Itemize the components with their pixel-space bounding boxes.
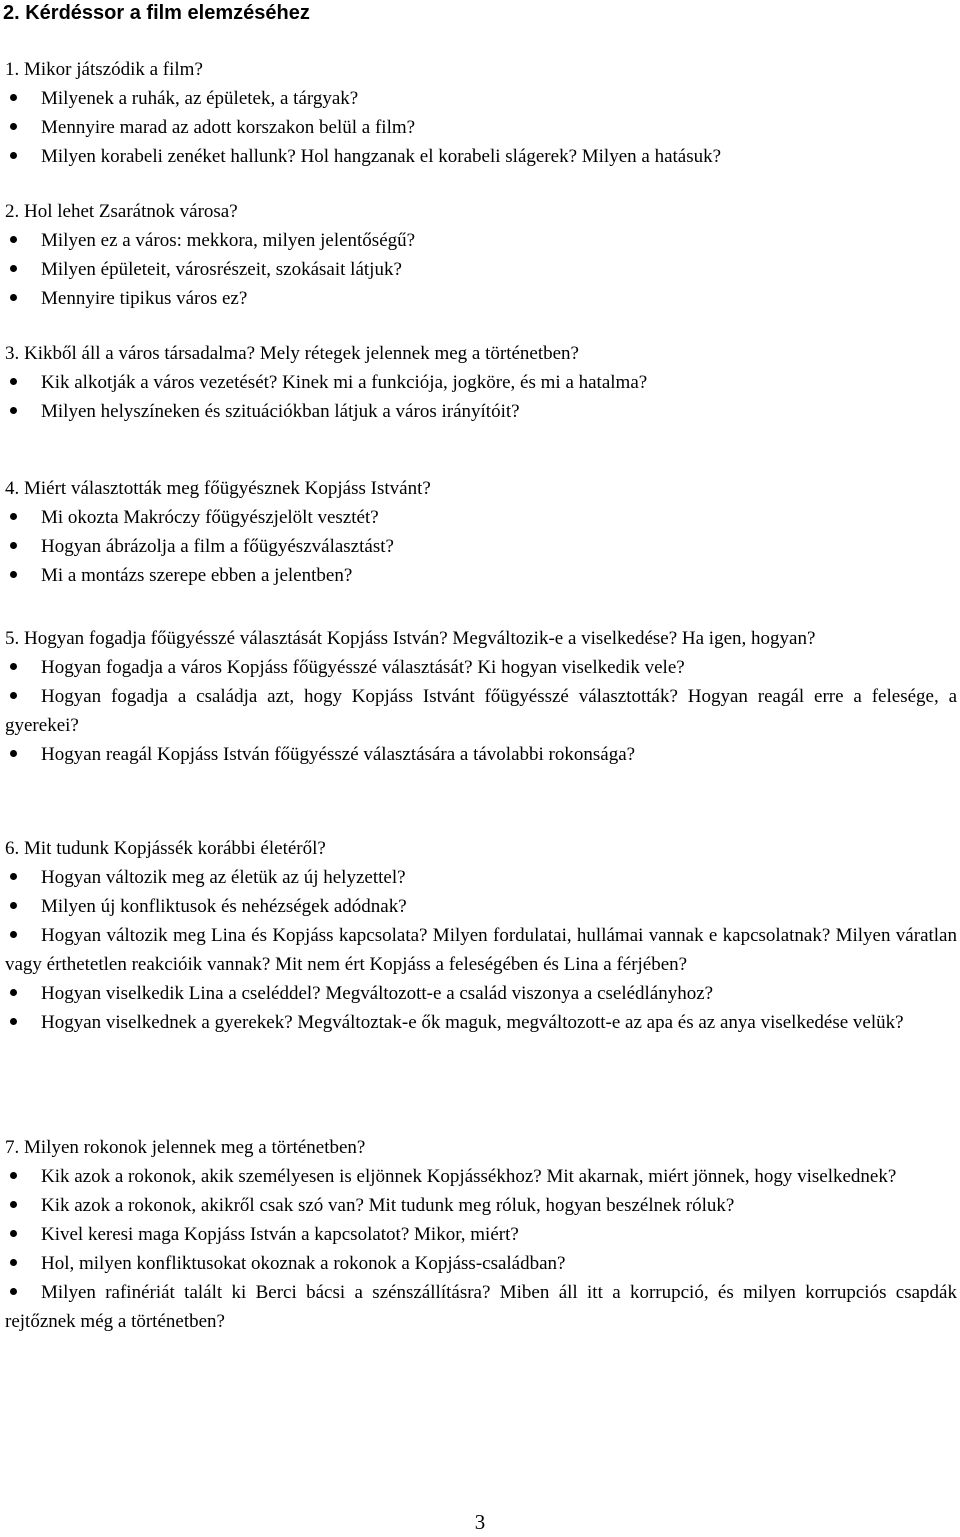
list-item <box>5 979 957 1008</box>
question-section-3 <box>5 339 957 426</box>
sub-question-list <box>5 863 957 1037</box>
list-item-text: Hogyan változik meg Lina és Kopjáss kapcsolata? Milyen fordulatai, hullámai vannak e kapcsolatnak? Milyen váratlan vagy érthetetlen reakcióik vannak? Mit nem ért Kopjáss a feleségében és Lina a férjében? <box>5 925 957 975</box>
section-question: 1. Mikor játszódik a film? <box>5 59 203 80</box>
list-item <box>5 1220 957 1249</box>
bullet-icon <box>10 152 17 159</box>
list-item <box>5 397 957 426</box>
section-question: 6. Mit tudunk Kopjássék korábbi életéről? <box>5 838 326 859</box>
list-item <box>5 84 957 113</box>
bullet-icon <box>10 94 17 101</box>
list-item-text: Hogyan viselkednek a gyerekek? Megváltoztak-e ők maguk, megváltozott-e az apa és az anya viselkedése velük? <box>41 1012 904 1033</box>
bullet-icon <box>10 378 17 385</box>
section-question: 3. Kikből áll a város társadalma? Mely rétegek jelennek meg a történetben? <box>5 343 579 364</box>
list-item-text: Mi a montázs szerepe ebben a jelentben? <box>41 565 353 586</box>
bullet-icon <box>10 873 17 880</box>
list-item <box>5 142 957 171</box>
list-item-text: Mennyire tipikus város ez? <box>41 288 248 309</box>
list-item-text: Kivel keresi maga Kopjáss István a kapcsolatot? Mikor, miért? <box>41 1224 519 1245</box>
bullet-icon <box>10 407 17 414</box>
section-question: 2. Hol lehet Zsarátnok városa? <box>5 201 238 222</box>
list-item-text: Mi okozta Makróczy főügyészjelölt vesztét? <box>41 507 379 528</box>
question-section-7 <box>5 1133 957 1336</box>
sub-question-list <box>5 503 957 590</box>
list-item <box>5 532 957 561</box>
bullet-icon <box>10 236 17 243</box>
list-item <box>5 921 957 979</box>
list-item <box>5 1249 957 1278</box>
list-item <box>5 653 957 682</box>
list-item-text: Milyenek a ruhák, az épületek, a tárgyak? <box>41 88 359 109</box>
list-item <box>5 863 957 892</box>
question-section-5 <box>5 624 957 769</box>
bullet-icon <box>10 294 17 301</box>
list-item <box>5 284 957 313</box>
bullet-icon <box>10 1201 17 1208</box>
list-item <box>5 113 957 142</box>
list-item <box>5 503 957 532</box>
list-item-text: Mennyire marad az adott korszakon belül a film? <box>41 117 416 138</box>
bullet-icon <box>10 692 17 699</box>
list-item <box>5 892 957 921</box>
sub-question-list <box>5 1162 957 1336</box>
section-question: 7. Milyen rokonok jelennek meg a történetben? <box>5 1137 366 1158</box>
sub-question-list <box>5 84 957 171</box>
sub-question-list <box>5 226 957 313</box>
list-item-text: Kik azok a rokonok, akikről csak szó van? Mit tudunk meg róluk, hogyan beszélnek róluk? <box>41 1195 735 1216</box>
list-item-text: Milyen új konfliktusok és nehézségek adódnak? <box>41 896 407 917</box>
question-section-4 <box>5 474 957 590</box>
sub-question-list <box>5 368 957 426</box>
list-item <box>5 1278 957 1336</box>
bullet-icon <box>10 902 17 909</box>
question-section-6 <box>5 834 957 1037</box>
bullet-icon <box>10 931 17 938</box>
list-item-text: Milyen ez a város: mekkora, milyen jelentőségű? <box>41 230 416 251</box>
list-item <box>5 368 957 397</box>
list-item-text: Hol, milyen konfliktusokat okoznak a rokonok a Kopjáss-családban? <box>41 1253 566 1274</box>
bullet-icon <box>10 542 17 549</box>
list-item <box>5 561 957 590</box>
bullet-icon <box>10 1018 17 1025</box>
list-item-text: Milyen épületeit, városrészeit, szokásait látjuk? <box>41 259 402 280</box>
list-item <box>5 1191 957 1220</box>
section-question: 5. Hogyan fogadja főügyésszé választását Kopjáss István? Megváltozik-e a viselkedése? Ha igen, hogyan? <box>5 628 816 649</box>
list-item-text: Kik alkotják a város vezetését? Kinek mi a funkciója, jogköre, és mi a hatalma? <box>41 372 648 393</box>
list-item-text: Hogyan fogadja a város Kopjáss főügyésszé választását? Ki hogyan viselkedik vele? <box>41 657 685 678</box>
bullet-icon <box>10 123 17 130</box>
list-item <box>5 255 957 284</box>
list-item-text: Hogyan fogadja a családja azt, hogy Kopjáss Istvánt főügyésszé választották? Hogyan reagál erre a felesége, a gyerekei? <box>5 686 957 736</box>
question-section-2 <box>5 197 957 313</box>
list-item-text: Hogyan ábrázolja a film a főügyészválasztást? <box>41 536 394 557</box>
list-item-text: Hogyan viselkedik Lina a cseléddel? Megváltozott-e a család viszonya a cselédlányhoz? <box>41 983 714 1004</box>
question-section-1 <box>5 55 957 171</box>
bullet-icon <box>10 1172 17 1179</box>
list-item <box>5 226 957 255</box>
bullet-icon <box>10 265 17 272</box>
bullet-icon <box>10 513 17 520</box>
bullet-icon <box>10 571 17 578</box>
bullet-icon <box>10 1259 17 1266</box>
section-question: 4. Miért választották meg főügyésznek Kopjáss Istvánt? <box>5 478 431 499</box>
list-item <box>5 740 957 769</box>
bullet-icon <box>10 1288 17 1295</box>
list-item-text: Milyen korabeli zenéket hallunk? Hol hangzanak el korabeli slágerek? Milyen a hatásuk? <box>41 146 722 167</box>
list-item-text: Hogyan reagál Kopjáss István főügyésszé választására a távolabbi rokonsága? <box>41 744 636 765</box>
list-item-text: Hogyan változik meg az életük az új helyzettel? <box>41 867 406 888</box>
list-item <box>5 1008 957 1037</box>
bullet-icon <box>10 1230 17 1237</box>
bullet-icon <box>10 663 17 670</box>
list-item <box>5 1162 957 1191</box>
bullet-icon <box>10 750 17 757</box>
bullet-icon <box>10 989 17 996</box>
list-item-text: Kik azok a rokonok, akik személyesen is eljönnek Kopjássékhoz? Mit akarnak, miért jönnek, hogy viselkednek? <box>41 1166 897 1187</box>
list-item-text: Milyen rafinériát talált ki Berci bácsi a szénszállításra? Miben áll itt a korrupció, és milyen korrupciós csapdák rejtőznek még a történetben? <box>5 1282 957 1332</box>
list-item <box>5 682 957 740</box>
sub-question-list <box>5 653 957 769</box>
list-item-text: Milyen helyszíneken és szituációkban látjuk a város irányítóit? <box>41 401 520 422</box>
page-number: 3 <box>474 1510 486 1534</box>
document-title: 2. Kérdéssor a film elemzéséhez <box>3 2 310 24</box>
